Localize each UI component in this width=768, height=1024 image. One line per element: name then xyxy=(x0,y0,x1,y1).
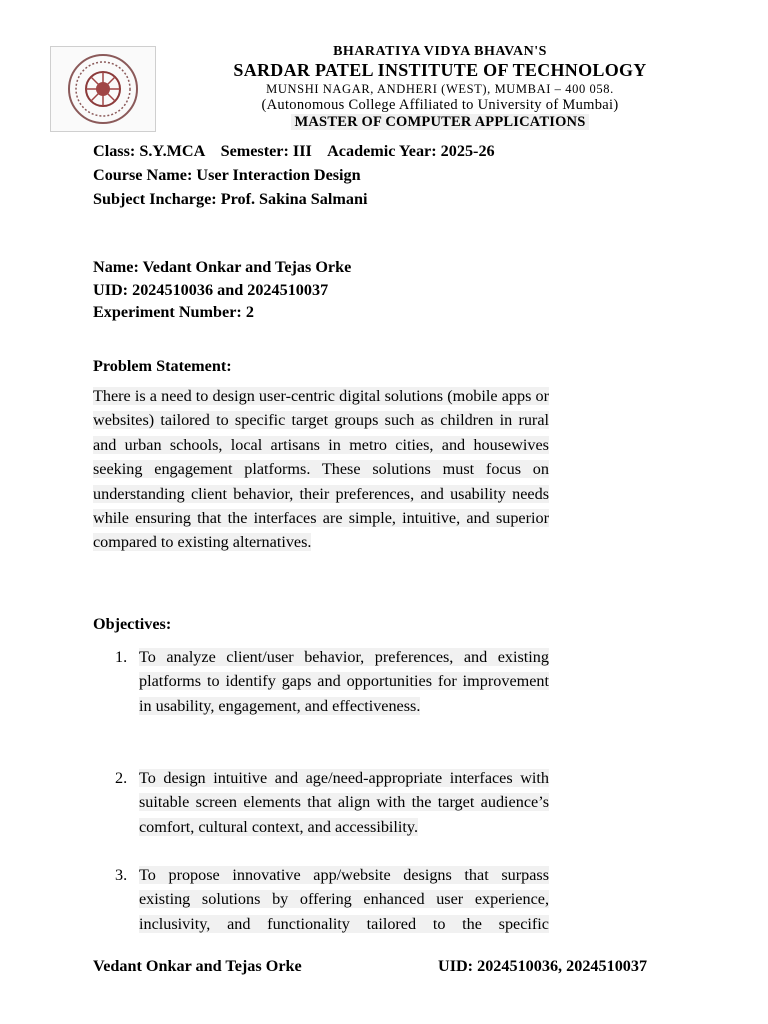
objective-number: 1. xyxy=(115,648,128,666)
objective-text: To propose innovative app/website designs that surpass existing solutions by offering enhanced user experience, inclusivity, and functionality tailored to the specific xyxy=(139,866,549,933)
course-line: Course Name: User Interaction Design xyxy=(93,166,361,184)
class-line: Class: S.Y.MCA Semester: III Academic Year: 2025-26 xyxy=(93,142,495,160)
objective-text: To analyze client/user behavior, preferences, and existing platforms to identify gaps and opportunities for improvement in usability, engagement, and effectiveness. xyxy=(139,648,549,715)
student-names: Name: Vedant Onkar and Tejas Orke xyxy=(93,258,352,276)
experiment-number: Experiment Number: 2 xyxy=(93,303,254,321)
footer-uids: UID: 2024510036, 2024510037 xyxy=(438,957,648,975)
objective-number: 2. xyxy=(115,769,128,787)
problem-text: There is a need to design user-centric digital solutions (mobile apps or websites) tailored to specific target groups such as children in rural and urban schools, local artisans in metro cities, and housewives seeking engagement platforms. These solutions must focus on understanding client behavior, their preferences, and usability needs while ensuring that the interfaces are simple, intuitive, and superior compared to existing alternatives. xyxy=(93,387,549,552)
header-line-1: BHARATIYA VIDYA BHAVAN'S xyxy=(333,44,547,59)
affiliation-line: (Autonomous College Affiliated to University of Mumbai) xyxy=(261,97,619,113)
institute-name: SARDAR PATEL INSTITUTE OF TECHNOLOGY xyxy=(233,60,647,80)
department-name: MASTER OF COMPUTER APPLICATIONS xyxy=(291,114,590,130)
footer-names: Vedant Onkar and Tejas Orke xyxy=(93,957,302,975)
student-uids: UID: 2024510036 and 2024510037 xyxy=(93,281,329,299)
problem-statement xyxy=(93,384,549,555)
incharge-line: Subject Incharge: Prof. Sakina Salmani xyxy=(93,190,368,208)
institute-logo xyxy=(50,46,156,132)
objective-number: 3. xyxy=(115,866,128,884)
problem-heading: Problem Statement: xyxy=(93,357,232,375)
institute-address: MUNSHI NAGAR, ANDHERI (WEST), MUMBAI – 400 058. xyxy=(266,82,614,96)
objective-text: To design intuitive and age/need-appropriate interfaces with suitable screen elements that align with the target audience’s comfort, cultural context, and accessibility. xyxy=(139,769,549,836)
objectives-heading: Objectives: xyxy=(93,615,172,633)
institute-header xyxy=(50,44,710,134)
